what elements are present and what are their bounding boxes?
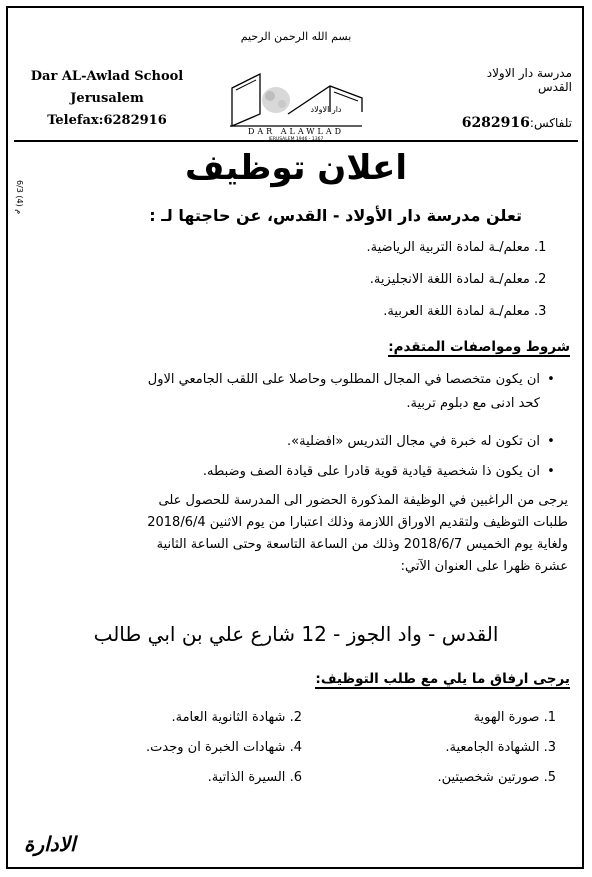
school-logo (226, 68, 366, 140)
attachment-item (326, 770, 556, 785)
instructions-paragraph (20, 490, 568, 578)
bullet-icon: • (547, 434, 555, 449)
attachment-number: 4. (289, 740, 302, 755)
address-line: القدس - واد الجوز - 12 شارع علي بن ابي طالب (93, 622, 499, 646)
attachment-number: 5. (543, 770, 556, 785)
position-item (36, 240, 556, 255)
attachment-item (72, 710, 302, 725)
school-city-ar: القدس (537, 80, 572, 94)
tel-label: تلفاكس: (529, 116, 572, 130)
bullet-icon: • (547, 464, 555, 479)
condition-text-cont: كحد ادنى مع دبلوم تربية. (406, 396, 540, 411)
condition-text: ان يكون متخصصا في المجال المطلوب وحاصلا على اللقب الجامعي الاول (147, 372, 540, 387)
paragraph-line: طلبات التوظيف ولتقديم الاوراق اللازمة وذلك اعتبارا من يوم الاثنين 2018/6/4 (147, 515, 568, 530)
attachment-item (326, 740, 556, 755)
logo-en-text: DAR ALAWLAD (247, 127, 345, 136)
condition-text: ان تكون له خبرة في مجال التدريس «افضلية». (287, 434, 540, 449)
condition-text: ان يكون ذا شخصية قيادية قوية قادرا على قيادة الصف وضبطه. (202, 464, 540, 479)
attachment-number: 3. (543, 740, 556, 755)
attachments-heading-wrap (315, 668, 570, 687)
condition-item (22, 368, 562, 416)
tel-number: 6282916 (461, 115, 530, 131)
intro-line: تعلن مدرسة دار الأولاد - القدس، عن حاجتها لـ : (149, 206, 522, 225)
condition-item (22, 460, 562, 484)
school-telefax-en: Telefax:6282916 (47, 113, 167, 128)
side-reference-note: م (4) 6/3 (15, 180, 24, 215)
book-logo-icon (226, 68, 366, 140)
school-header-english (22, 66, 192, 132)
header-divider (14, 140, 578, 142)
school-header-arabic (422, 66, 572, 130)
signature-administration: الادارة (24, 832, 76, 856)
attachment-item (326, 710, 556, 725)
attachment-text: صورتين شخصيتين. (437, 770, 540, 785)
attachment-number: 2. (289, 710, 302, 725)
logo-sub-text: JERUSALEM 1946 - 1367 (268, 137, 324, 140)
school-name-en: Dar AL-Awlad School (30, 69, 184, 84)
paragraph-line: عشرة ظهرا على العنوان الآتي: (400, 559, 568, 574)
attachment-text: شهادة الثانوية العامة. (171, 710, 286, 725)
attachment-number: 6. (289, 770, 302, 785)
position-number: 2. (534, 272, 547, 287)
school-name-ar: مدرسة دار الاولاد (486, 66, 572, 80)
logo-ar-text: دار الاولاد (310, 105, 342, 114)
position-text: معلم/ـة لمادة اللغة العربية. (383, 304, 530, 319)
attachment-text: الشهادة الجامعية. (445, 740, 540, 755)
attachment-text: السيرة الذاتية. (207, 770, 286, 785)
attachment-text: شهادات الخبرة ان وجدت. (146, 740, 286, 755)
bullet-icon: • (547, 372, 555, 387)
announcement-title: اعلان توظيف (184, 148, 408, 188)
attachment-number: 1. (543, 710, 556, 725)
position-number: 1. (534, 240, 547, 255)
position-text: معلم/ـة لمادة التربية الرياضية. (366, 240, 530, 255)
attachment-item (72, 740, 302, 755)
attachment-item (72, 770, 302, 785)
position-item (36, 304, 556, 319)
school-tel-ar (422, 116, 572, 130)
attachments-heading: يرجى ارفاق ما يلي مع طلب التوظيف: (315, 671, 570, 687)
school-city-en: Jerusalem (70, 91, 144, 106)
conditions-heading-wrap (388, 336, 570, 355)
condition-item (22, 430, 562, 454)
basmala: بسم الله الرحمن الرحيم (240, 30, 352, 43)
position-text: معلم/ـة لمادة اللغة الانجليزية. (369, 272, 530, 287)
conditions-heading: شروط ومواصفات المتقدم: (388, 339, 570, 355)
position-item (36, 272, 556, 287)
paragraph-line: ولغاية يوم الخميس 2018/6/7 وذلك من الساعة التاسعة وحتى الساعة الثانية (156, 537, 568, 552)
paragraph-line: يرجى من الراغبين في الوظيفة المذكورة الحضور الى المدرسة للحصول على (158, 493, 568, 508)
position-number: 3. (534, 304, 547, 319)
attachment-text: صورة الهوية (473, 710, 540, 725)
